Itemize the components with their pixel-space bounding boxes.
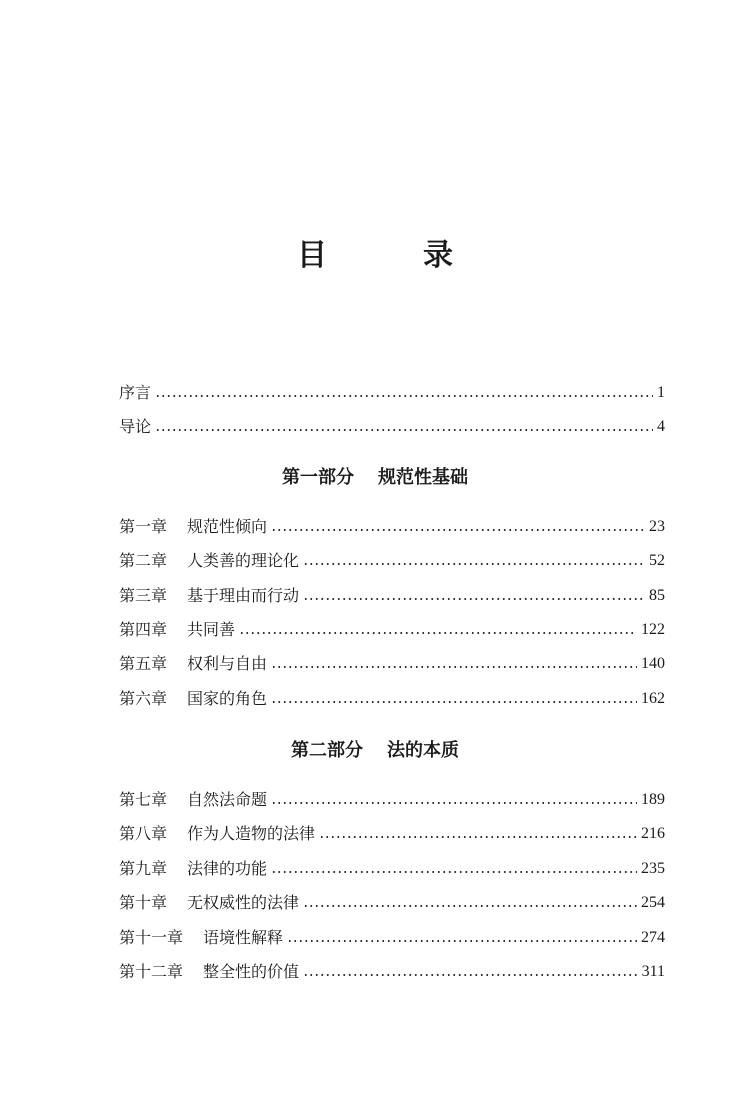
toc-entry-page: 1 (657, 384, 665, 401)
leader-dots (155, 429, 653, 431)
leader-dots (155, 395, 653, 397)
chapter-page: 85 (649, 587, 665, 604)
chapter-page: 189 (641, 791, 665, 808)
leader-dots (303, 598, 645, 600)
toc-entry-chapter[interactable] (119, 820, 665, 848)
toc-entry-chapter[interactable] (119, 616, 665, 644)
leader-dots (303, 563, 645, 565)
chapter-name: 规范性倾向 (187, 517, 268, 536)
chapter-number: 第八章 (119, 824, 168, 843)
chapter-page: 52 (649, 552, 665, 569)
toc-entry-chapter[interactable] (119, 958, 665, 986)
chapter-page: 254 (641, 894, 665, 911)
chapter-page: 216 (641, 825, 665, 842)
chapter-page: 311 (641, 963, 665, 980)
toc-entry-name: 导论 (119, 417, 152, 436)
toc-entry-chapter[interactable] (119, 547, 665, 575)
chapter-page: 140 (641, 655, 665, 672)
page-title-char-2: 录 (423, 238, 453, 273)
toc-entry-preface[interactable] (119, 379, 665, 407)
part-label: 第二部分 (291, 740, 363, 761)
toc-entry-chapter[interactable] (119, 650, 665, 678)
chapter-number: 第二章 (119, 551, 168, 570)
part-title: 规范性基础 (378, 467, 468, 488)
chapter-name: 自然法命题 (187, 790, 268, 809)
toc-entry-name: 序言 (119, 383, 152, 402)
chapter-number: 第一章 (119, 517, 168, 536)
chapter-number: 第三章 (119, 586, 168, 605)
chapter-name: 基于理由而行动 (187, 586, 300, 605)
part-heading-1 (0, 463, 750, 493)
page-title-char-1: 目 (297, 238, 327, 273)
chapter-name: 权利与自由 (187, 654, 268, 673)
leader-dots (319, 836, 637, 838)
chapter-name: 共同善 (187, 620, 236, 639)
chapter-name: 法律的功能 (187, 859, 268, 878)
toc-entry-chapter[interactable] (119, 889, 665, 917)
toc-entry-chapter[interactable] (119, 513, 665, 541)
toc-entry-chapter[interactable] (119, 685, 665, 713)
chapter-name: 语境性解释 (203, 928, 284, 947)
chapter-number: 第十二章 (119, 962, 184, 981)
toc-entry-page: 4 (657, 418, 665, 435)
chapter-name: 整全性的价值 (203, 962, 300, 981)
chapter-page: 122 (641, 621, 665, 638)
leader-dots (271, 802, 637, 804)
leader-dots (271, 701, 637, 703)
leader-dots (271, 666, 637, 668)
chapter-name: 人类善的理论化 (187, 551, 300, 570)
leader-dots (271, 529, 645, 531)
chapter-number: 第九章 (119, 859, 168, 878)
chapter-page: 23 (649, 518, 665, 535)
part-title: 法的本质 (387, 740, 459, 761)
chapter-number: 第十一章 (119, 928, 184, 947)
leader-dots (303, 905, 637, 907)
toc-entry-chapter[interactable] (119, 582, 665, 610)
chapter-number: 第四章 (119, 620, 168, 639)
part-label: 第一部分 (282, 467, 354, 488)
leader-dots (303, 974, 638, 976)
chapter-number: 第十章 (119, 893, 168, 912)
chapter-page: 162 (641, 690, 665, 707)
chapter-number: 第五章 (119, 654, 168, 673)
chapter-name: 国家的角色 (187, 689, 268, 708)
toc-entry-introduction[interactable] (119, 413, 665, 441)
toc-entry-chapter[interactable] (119, 855, 665, 883)
leader-dots (271, 871, 637, 873)
part-heading-2 (0, 736, 750, 766)
page-title (0, 232, 750, 280)
toc-entry-chapter[interactable] (119, 924, 665, 952)
leader-dots (239, 632, 637, 634)
chapter-number: 第六章 (119, 689, 168, 708)
chapter-name: 作为人造物的法律 (187, 824, 316, 843)
chapter-name: 无权威性的法律 (187, 893, 300, 912)
toc-entry-chapter[interactable] (119, 786, 665, 814)
chapter-page: 235 (641, 860, 665, 877)
leader-dots (287, 940, 637, 942)
chapter-page: 274 (641, 929, 665, 946)
chapter-number: 第七章 (119, 790, 168, 809)
